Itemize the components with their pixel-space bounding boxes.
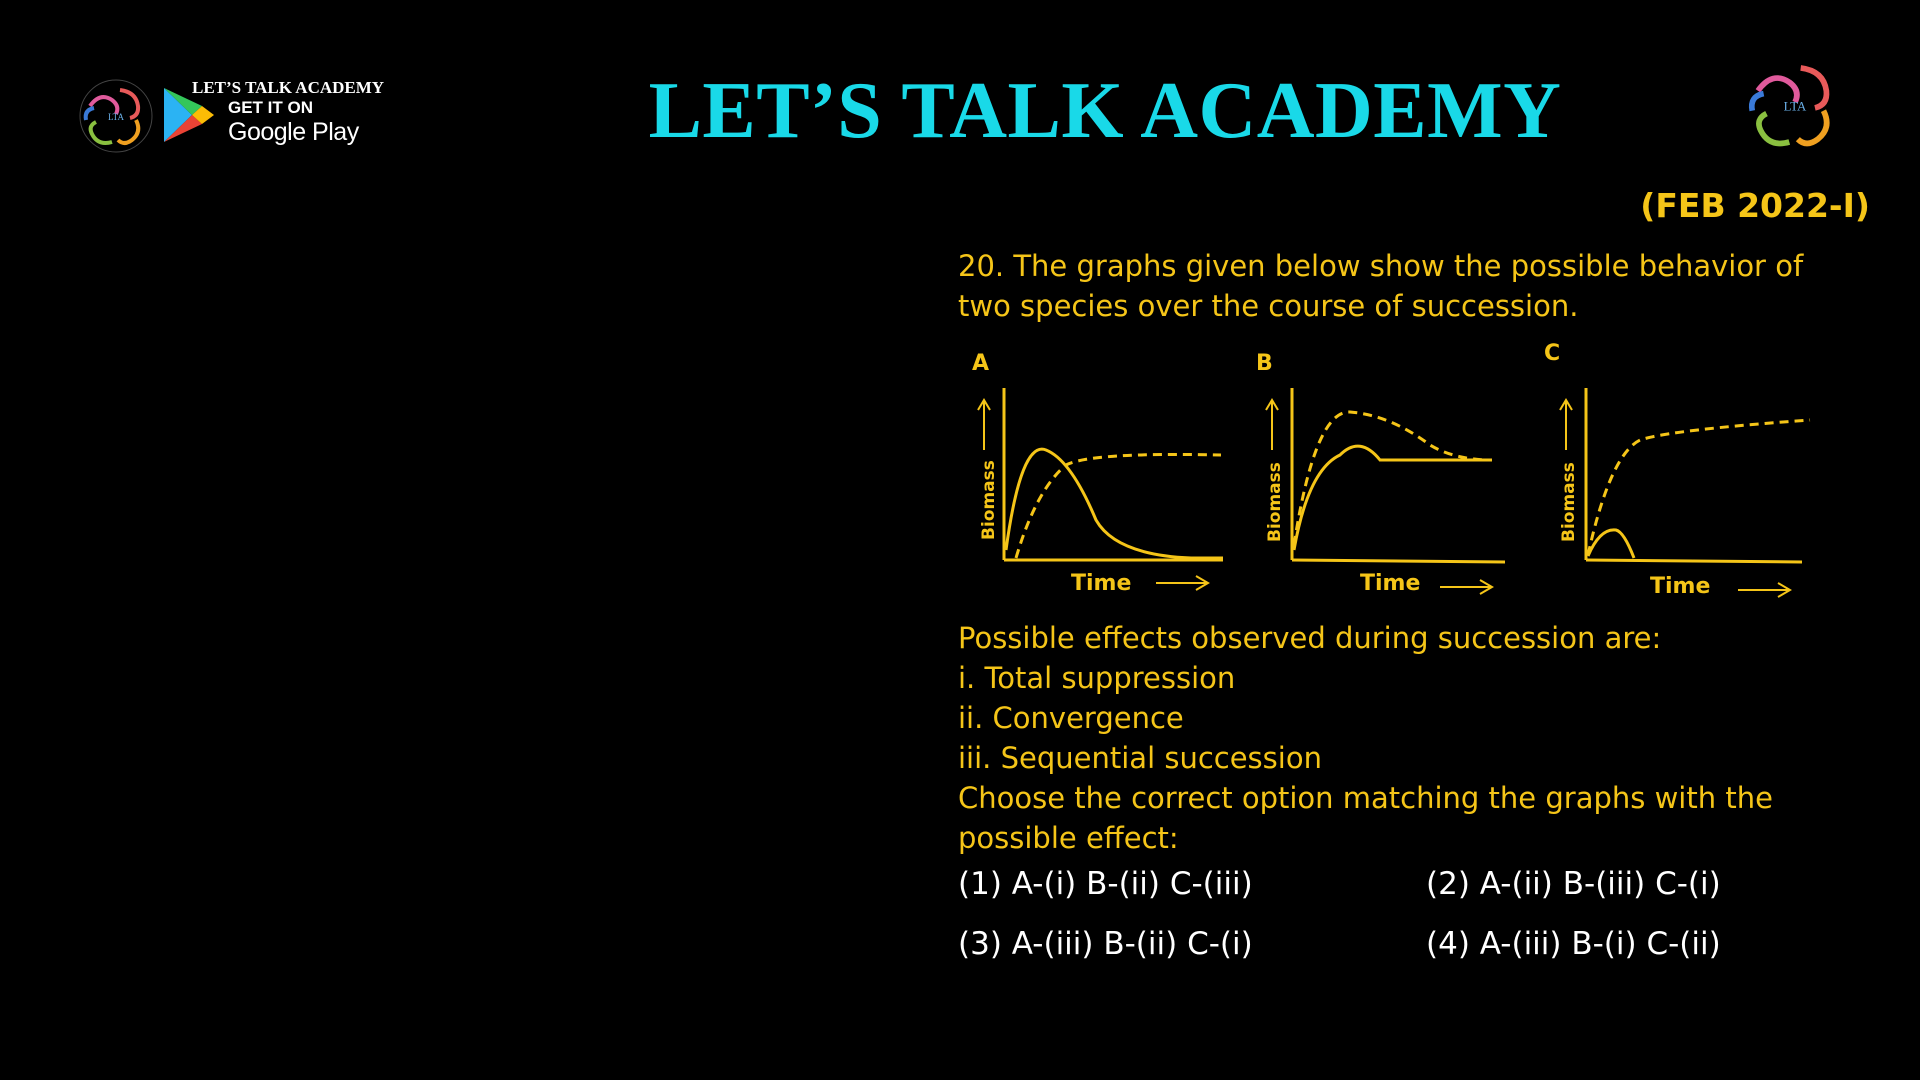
graph-b-xlabel: Time — [1360, 571, 1421, 596]
graph-b-label: B — [1256, 351, 1273, 376]
google-play-label[interactable]: Google Play — [228, 118, 359, 146]
svg-text:LTA: LTA — [108, 112, 124, 122]
graph-b-solid-curve — [1294, 446, 1490, 550]
question-line-1: 20. The graphs given below show the possible behavior of — [958, 249, 1804, 283]
effects-intro: Possible effects observed during succession are: — [958, 621, 1662, 655]
graph-b-ylabel: Biomass — [1265, 462, 1285, 542]
graph-c-solid-curve — [1588, 530, 1634, 558]
option-4[interactable]: (4) A-(iii) B-(i) C-(ii) — [1426, 926, 1721, 962]
graph-c-ylabel: Biomass — [1559, 462, 1579, 542]
graph-a-ylabel: Biomass — [979, 460, 999, 540]
get-it-on-label[interactable]: GET IT ON — [228, 98, 313, 117]
instruction-line-1: Choose the correct option matching the graphs with the — [958, 781, 1773, 815]
question-text — [958, 246, 1858, 326]
graph-c-label: C — [1544, 341, 1561, 366]
graph-a-solid-curve — [1006, 449, 1223, 558]
effect-item: iii. Sequential succession — [958, 741, 1322, 775]
graph-a-label: A — [972, 351, 990, 376]
effect-item: ii. Convergence — [958, 701, 1184, 735]
graph-a-xlabel: Time — [1071, 571, 1132, 596]
option-2[interactable]: (2) A-(ii) B-(iii) C-(i) — [1426, 866, 1721, 902]
graph-a — [966, 340, 1266, 610]
graph-b — [1250, 340, 1550, 610]
question-line-2: two species over the course of succession. — [958, 289, 1579, 323]
graph-b-dashed-curve — [1294, 412, 1492, 545]
graph-c — [1540, 340, 1840, 610]
effects-block — [958, 618, 1858, 858]
academy-logo-right — [1738, 48, 1852, 162]
instruction-line-2: possible effect: — [958, 821, 1179, 855]
page-title: LET’S TALK ACADEMY — [648, 67, 1562, 155]
brand-name-small: LET’S TALK ACADEMY — [192, 78, 385, 97]
option-3[interactable]: (3) A-(iii) B-(ii) C-(i) — [958, 926, 1253, 962]
option-1[interactable]: (1) A-(i) B-(ii) C-(iii) — [958, 866, 1253, 902]
exam-tag: (FEB 2022-I) — [1640, 186, 1870, 225]
svg-text:LTA: LTA — [1783, 99, 1807, 114]
effect-item: i. Total suppression — [958, 661, 1236, 695]
graph-c-xlabel: Time — [1650, 574, 1711, 599]
